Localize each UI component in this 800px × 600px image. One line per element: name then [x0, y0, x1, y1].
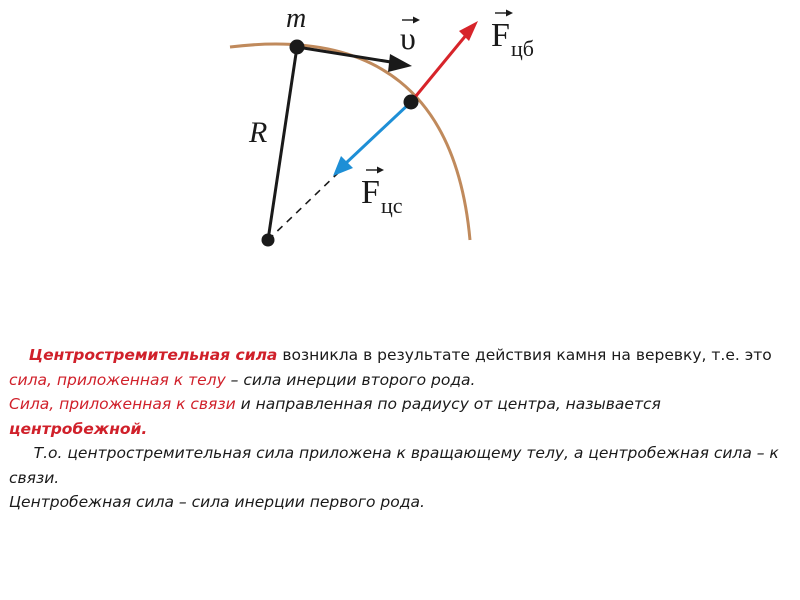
- paragraph-3-text: Т.о. центростремительная сила приложена к вращающему телу, а центробежная сила – к связи.: [9, 444, 779, 487]
- radius-line: [268, 47, 297, 240]
- explanation-text: [9, 343, 794, 515]
- centripetal-force-subscript: цс: [381, 193, 403, 218]
- centripetal-force-symbol: F: [361, 174, 380, 211]
- centripetal-force-label: [361, 167, 403, 219]
- paragraph-1-tail: – сила инерции второго рода.: [225, 370, 476, 389]
- centrifugal-force-vector: [411, 34, 467, 102]
- centrifugal-force-subscript: цб: [511, 36, 534, 61]
- velocity-label: [400, 17, 420, 57]
- centripetal-force-vector: [345, 102, 411, 164]
- mass-point: [290, 40, 305, 55]
- paragraph-1-text: возникла в результате действия камня на веревку, т.е. это: [277, 346, 772, 364]
- term-centripetal-force: Центростремительная сила: [28, 346, 278, 364]
- paragraph-2-text: и направленная по радиусу от центра, называется: [235, 395, 661, 413]
- velocity-symbol: υ: [400, 20, 416, 56]
- paragraph-summary: [9, 441, 794, 490]
- mass-label: m: [286, 3, 307, 34]
- velocity-vector: [297, 47, 397, 63]
- centrifugal-force-symbol: F: [491, 17, 510, 54]
- link-point: [404, 95, 419, 110]
- centrifugal-force-label: [491, 10, 534, 62]
- paragraph-inertia-kind: Центробежная сила – сила инерции первого рода.: [9, 493, 425, 511]
- radius-label: R: [249, 116, 268, 149]
- paragraph-centrifugal: [9, 392, 794, 441]
- dashed-radius-line: [268, 173, 338, 240]
- center-point: [262, 234, 275, 247]
- paragraph-centripetal: [9, 343, 794, 392]
- phrase-applied-to-link: Сила, приложенная к связи: [9, 395, 236, 413]
- phrase-applied-to-body: сила, приложенная к телу: [9, 370, 226, 389]
- term-centrifugal: центробежной.: [9, 419, 148, 438]
- velocity-arrowhead: [388, 54, 412, 72]
